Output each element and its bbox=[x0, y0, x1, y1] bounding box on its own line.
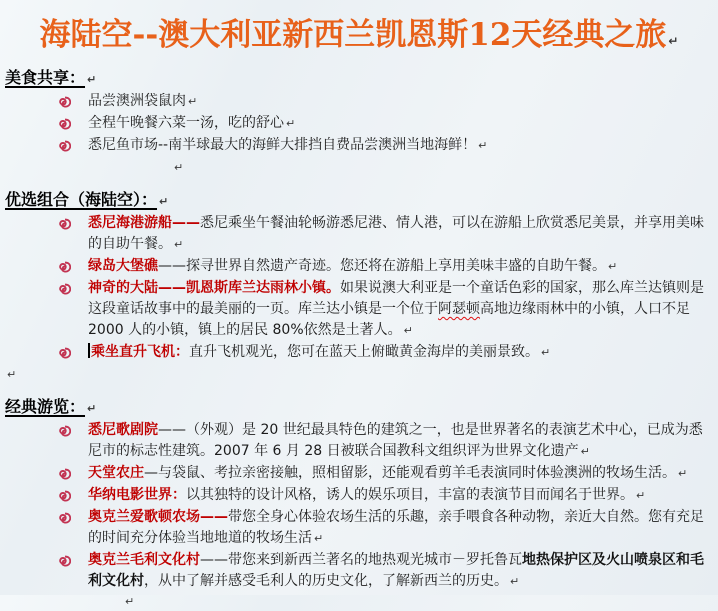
text-segment-squiggle: 阿瑟顿 bbox=[438, 300, 480, 317]
text-segment-red: 神奇的大陆——凯恩斯库兰达雨林小镇。 bbox=[88, 279, 340, 296]
text-segment-normal: ——探寻世界自然遗产奇迹。您还将在游船上享用美味丰盛的自助午餐。 bbox=[158, 257, 606, 274]
paragraph-mark: ↵ bbox=[188, 94, 198, 108]
empty-paragraph bbox=[0, 593, 718, 611]
bullet-item bbox=[0, 420, 718, 462]
bullet-list-tours bbox=[0, 420, 718, 592]
empty-paragraph bbox=[0, 364, 718, 384]
section-best-combo bbox=[0, 187, 718, 363]
bullet-item-text bbox=[88, 550, 710, 592]
bullet-item-text bbox=[88, 213, 710, 255]
text-segment-red: 悉尼海港游船—— bbox=[88, 214, 200, 231]
bullet-item-text bbox=[88, 463, 710, 484]
text-segment-normal: ——（外观）是 20 世纪最具特色的建筑之一，也是世界著名的表演艺术中心，已成为悉尼市的标志性建筑。2007 年 6 月 28 日被联合国教科文组织评为世界文化遗产 bbox=[88, 421, 703, 459]
bullet-item bbox=[0, 485, 718, 506]
text-segment-red: 绿岛大堡礁 bbox=[88, 257, 158, 274]
paragraph-mark: ↵ bbox=[159, 194, 169, 208]
bullet-list-food bbox=[0, 91, 718, 156]
bullet-item bbox=[0, 135, 718, 156]
bullet-item bbox=[0, 278, 718, 341]
paragraph-mark: ↵ bbox=[286, 116, 296, 130]
bullet-item-text bbox=[88, 485, 710, 506]
text-segment-bold: 地热保护区及火山喷泉区和毛利文化村 bbox=[88, 551, 704, 589]
paragraph-mark: ↵ bbox=[174, 237, 184, 251]
text-segment-normal: 品尝澳洲袋鼠肉 bbox=[88, 92, 186, 109]
paragraph-mark: ↵ bbox=[668, 34, 679, 48]
spiral-bullet-icon bbox=[57, 139, 71, 153]
paragraph-mark: ↵ bbox=[87, 72, 97, 86]
text-cursor bbox=[88, 343, 90, 358]
paragraph-mark: ↵ bbox=[510, 574, 520, 588]
paragraph-mark: ↵ bbox=[580, 444, 590, 458]
text-segment-normal: 悉尼鱼市场--南半球最大的海鲜大排挡自费品尝澳洲当地海鲜！ bbox=[88, 136, 477, 153]
paragraph-mark: ↵ bbox=[7, 367, 17, 381]
bullet-item-text bbox=[88, 113, 710, 134]
spiral-bullet-icon bbox=[57, 95, 71, 109]
empty-paragraph bbox=[0, 157, 718, 177]
paragraph-mark: ↵ bbox=[403, 323, 413, 337]
paragraph-mark: ↵ bbox=[314, 531, 324, 545]
spiral-bullet-icon bbox=[57, 117, 71, 131]
bullet-item bbox=[0, 213, 718, 255]
section-heading-text: 美食共享： bbox=[5, 67, 86, 87]
section-heading bbox=[5, 187, 718, 210]
bullet-item bbox=[0, 256, 718, 277]
bullet-item-text bbox=[88, 278, 710, 341]
text-segment-red: 天堂农庄 bbox=[88, 464, 144, 481]
text-segment-normal: 直升飞机观光，您可在蓝天上俯瞰黄金海岸的美丽景致。 bbox=[189, 343, 539, 360]
section-heading bbox=[5, 394, 718, 417]
document-title bbox=[4, 16, 714, 55]
document-title-text: 海陆空--澳大利亚新西兰凯恩斯12天经典之旅 bbox=[39, 17, 667, 53]
paragraph-mark: ↵ bbox=[87, 401, 97, 415]
document-page bbox=[0, 16, 718, 608]
text-segment-normal: 悉尼乘坐午餐油轮畅游悉尼港、情人港，可以在游船上欣赏悉尼美景，并享用美味的自助午餐。 bbox=[88, 214, 704, 252]
bullet-item bbox=[0, 91, 718, 112]
spiral-bullet-icon bbox=[57, 346, 71, 360]
bullet-item-text bbox=[88, 420, 710, 462]
text-segment-normal: 全程午晚餐六菜一汤，吃的舒心 bbox=[88, 114, 284, 131]
text-segment-normal: 带您全身心体验农场生活的乐趣，亲手喂食各种动物，亲近大自然。您有充足的时间充分体验当地地道的牧场生活 bbox=[88, 508, 704, 546]
bullet-list-combo bbox=[0, 213, 718, 363]
spiral-bullet-icon bbox=[57, 511, 71, 525]
text-segment-red: 奥克兰爱歌顿农场—— bbox=[88, 508, 228, 525]
text-segment-red: 悉尼歌剧院 bbox=[88, 421, 158, 438]
paragraph-mark: ↵ bbox=[636, 488, 646, 502]
spiral-bullet-icon bbox=[57, 217, 71, 231]
bullet-item-text bbox=[88, 507, 710, 549]
section-heading-text: 优选组合（海陆空）： bbox=[5, 189, 158, 209]
section-heading-text: 经典游览： bbox=[5, 396, 86, 416]
spiral-bullet-icon bbox=[57, 467, 71, 481]
bullet-item bbox=[0, 550, 718, 592]
bullet-item bbox=[0, 342, 718, 363]
bullet-item-text bbox=[88, 342, 710, 363]
spiral-bullet-icon bbox=[57, 489, 71, 503]
text-segment-normal: —与袋鼠、考拉亲密接触，照相留影，还能观看剪羊毛表演同时体验澳洲的牧场生活。 bbox=[144, 464, 676, 481]
bullet-item-text bbox=[88, 256, 710, 277]
spiral-bullet-icon bbox=[57, 282, 71, 296]
spiral-bullet-icon bbox=[57, 554, 71, 568]
section-heading bbox=[5, 65, 718, 88]
bullet-item-text bbox=[88, 91, 710, 112]
spiral-bullet-icon bbox=[57, 424, 71, 438]
paragraph-mark: ↵ bbox=[678, 466, 688, 480]
text-segment-normal: 如果说澳大利亚是一个童话色彩的国家，那么库兰达镇则是这段童话故事中的最美丽的一页。库兰达小镇是一个位于 bbox=[88, 279, 704, 317]
text-segment-normal: 以其独特的设计风格，诱人的娱乐项目，丰富的表演节目而闻名于世界。 bbox=[186, 486, 634, 503]
text-segment-normal: ，从中了解并感受毛利人的历史文化，了解新西兰的历史。 bbox=[144, 572, 508, 589]
bullet-item-text bbox=[88, 135, 710, 156]
text-segment-normal: ——带您来到新西兰著名的地热观光城市－罗托鲁瓦 bbox=[200, 551, 522, 568]
text-segment-red: 奥克兰毛利文化村 bbox=[88, 551, 200, 568]
bullet-item bbox=[0, 507, 718, 549]
bullet-item bbox=[0, 113, 718, 134]
paragraph-mark: ↵ bbox=[478, 138, 488, 152]
text-segment-red: 华纳电影世界： bbox=[88, 486, 186, 503]
paragraph-mark: ↵ bbox=[174, 160, 184, 174]
paragraph-mark: ↵ bbox=[125, 594, 135, 608]
section-food-sharing bbox=[0, 65, 718, 156]
spiral-bullet-icon bbox=[57, 260, 71, 274]
section-classic-tours bbox=[0, 394, 718, 592]
paragraph-mark: ↵ bbox=[541, 345, 551, 359]
text-segment-red: 乘坐直升飞机： bbox=[91, 343, 189, 360]
bullet-item bbox=[0, 463, 718, 484]
text-segment-normal: 高地边缘雨林中的小镇，人口不足 2000 人的小镇，镇上的居民 80%依然是土著人。 bbox=[88, 300, 690, 338]
paragraph-mark: ↵ bbox=[608, 259, 618, 273]
